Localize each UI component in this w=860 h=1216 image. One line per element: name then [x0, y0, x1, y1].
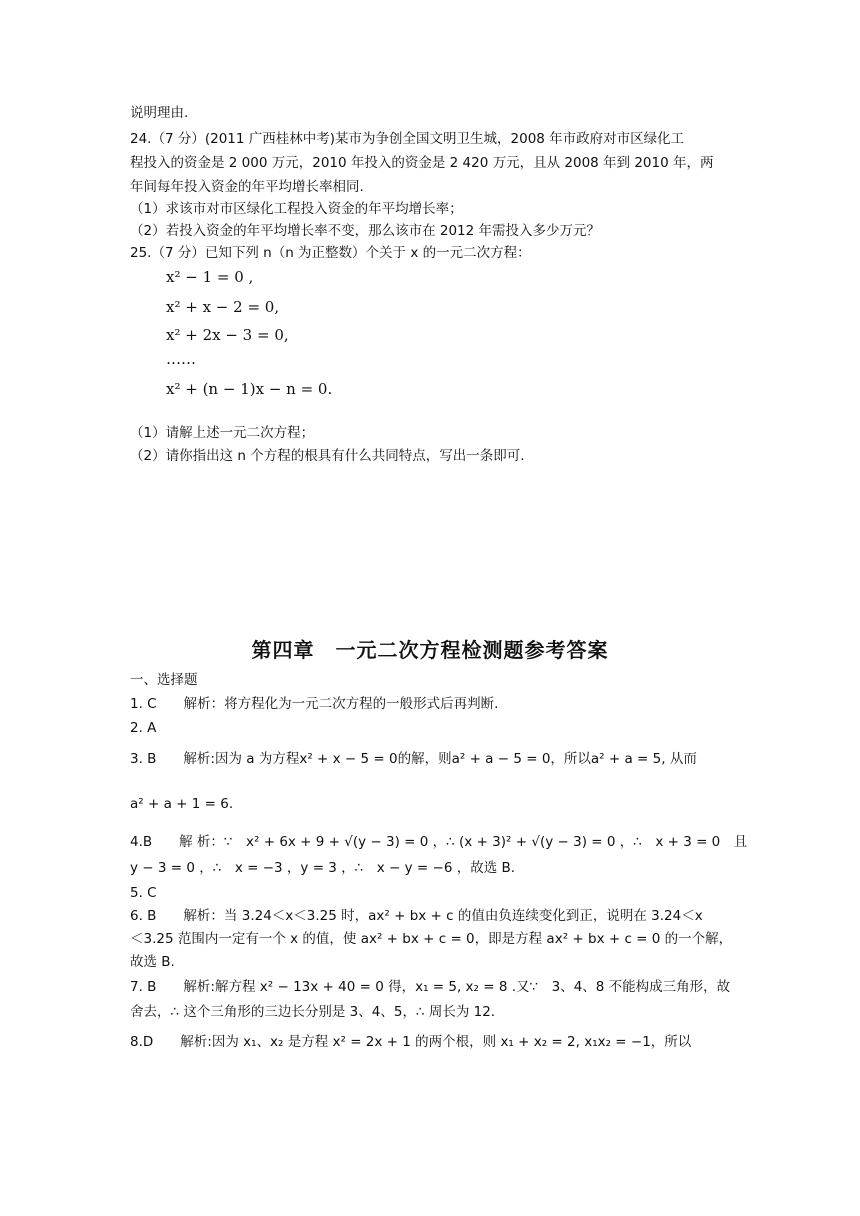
- answer-2: 2. A: [130, 720, 157, 736]
- q25-sub-1: （1）请解上述一元二次方程；: [130, 425, 315, 441]
- q25-line-1: 25.（7 分）已知下列 n（n 为正整数）个关于 x 的一元二次方程：: [130, 245, 531, 261]
- equation-1: x² − 1 = 0 ,: [166, 268, 254, 286]
- equation-3: x² + 2x − 3 = 0,: [166, 326, 289, 344]
- q24-sub-1: （1）求该市对市区绿化工程投入资金的年平均增长率；: [130, 201, 463, 217]
- answer-4-line-1: 4.B 解 析：∵ x² + 6x + 9 + √(y − 3) = 0 ，∴ (x + 3)² + √(y − 3) = 0 ，∴ x + 3 = 0 且: [130, 834, 748, 850]
- answer-4-line-2: y − 3 = 0 ，∴ x = −3 ，y = 3 ，∴ x − y = −6 ，故选 B.: [130, 860, 516, 876]
- answer-7-line-2: 舍去，∴ 这个三角形的三边长分别是 3、4、5，∴ 周长为 12.: [130, 1004, 496, 1020]
- equation-n: x² + (n − 1)x − n = 0.: [166, 380, 333, 398]
- q25-sub-2: （2）请你指出这 n 个方程的根具有什么共同特点，写出一条即可.: [130, 448, 525, 464]
- answer-5: 5. C: [130, 885, 157, 901]
- answer-3-line-1: 3. B 解析:因为 a 为方程x² + x − 5 = 0的解，则a² + a − 5 = 0，所以a² + a = 5, 从而: [130, 751, 697, 767]
- equation-2: x² + x − 2 = 0,: [166, 298, 280, 316]
- q24-continuation: 说明理由.: [130, 105, 189, 121]
- answer-6-line-2: ＜3.25 范围内一定有一个 x 的值，使 ax² + bx + c = 0，即是方程 ax² + bx + c = 0 的一个解，: [130, 931, 733, 947]
- q24-line-3: 年间每年投入资金的年平均增长率相同.: [130, 179, 364, 195]
- equation-dots: ……: [166, 350, 196, 368]
- answer-3-line-2: a² + a + 1 = 6.: [130, 796, 234, 812]
- answer-6-line-3: 故选 B.: [130, 954, 175, 970]
- answer-8-line-1: 8.D 解析:因为 x₁、x₂ 是方程 x² = 2x + 1 的两个根，则 x₁ + x₂ = 2, x₁x₂ = −1，所以: [130, 1034, 692, 1050]
- answer-1: 1. C 解析：将方程化为一元二次方程的一般形式后再判断.: [130, 696, 499, 712]
- answer-7-line-1: 7. B 解析:解方程 x² − 13x + 40 = 0 得，x₁ = 5, x₂ = 8 .又∵ 3、4、8 不能构成三角形，故: [130, 979, 731, 995]
- q24-sub-2: （2）若投入资金的年平均增长率不变，那么该市在 2012 年需投入多少万元？: [130, 223, 601, 239]
- answer-title: 第四章 一元二次方程检测题参考答案: [251, 638, 609, 662]
- q24-line-1: 24.（7 分）(2011 广西桂林中考)某市为争创全国文明卫生城，2008 年市政府对市区绿化工: [130, 131, 685, 147]
- answer-6-line-1: 6. B 解析：当 3.24＜x＜3.25 时，ax² + bx + c 的值由负连续变化到正，说明在 3.24＜x: [130, 908, 703, 924]
- section-choice: 一、选择题: [130, 672, 198, 688]
- q24-line-2: 程投入的资金是 2 000 万元，2010 年投入的资金是 2 420 万元，且从 2008 年到 2010 年，两: [130, 155, 714, 171]
